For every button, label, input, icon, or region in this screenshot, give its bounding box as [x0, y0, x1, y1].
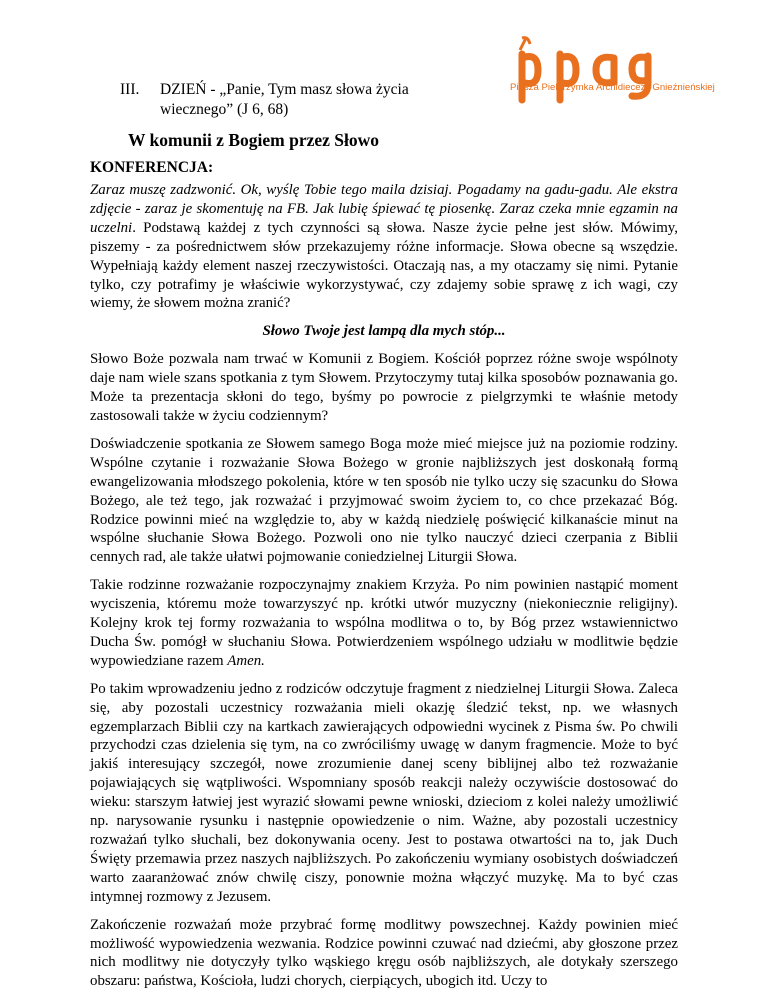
quote: Słowo Twoje jest lampą dla mych stóp...: [262, 323, 506, 340]
paragraph-4-main: Takie rodzinne rozważanie rozpoczynajmy znakiem Krzyża. Po nim powinien nastąpić moment wyciszenia, któremu może towarzyszyć np. krótki utwór muzyczny (niekoniecznie religijny). Kolejny krok tej formy rozważania to wspólna modlitwa o to, by Bóg przez wstawiennictwo Ducha Św. pomógł w słuchaniu Słowa. Potwierdzeniem wspólnego udziału w modlitwie będzie wypowiedziane razem: [90, 577, 678, 669]
heading-number: III.: [120, 81, 140, 98]
paragraph-3: Doświadczenie spotkania ze Słowem samego Boga może mieć miejsce już na poziomie rodziny. Wspólne czytanie i rozważanie Słowa Bożego w gronie najbliższych jest doskonałą formą ewangelizowania młodszego pokolenia, które w ten sposób nie tylko uczy się szacunku do Słowa Bożego, ale też tego, jak rozważać i przyjmować swoim życiem to, co chce przekazać Bóg. Rodzice powinni mieć na względzie to, aby w każdą niedzielę poświęcić kilkanaście minut na wspólne słuchanie Słowa Bożego. Pozwoli ono nie tylko nauczyć dzieci czerpania z Biblii cennych rad, ale także ułatwi pojmowanie coniedzielnej Liturgii Słowa.: [90, 435, 678, 566]
heading-title: [160, 80, 490, 120]
body-text: [90, 181, 678, 1000]
intro-rest: . Podstawą każdej z tych czynności są słowa. Nasze życie pełne jest słów. Mówimy, piszemy - za pośrednictwem słów przekazujemy różne informacje. Słowa obecne są wszędzie. Wypełniają każdy element naszej rzeczywistości. Otaczają nas, a my otaczamy się nimi. Pytanie tylko, czy potrafimy je właściwie wykorzystywać, czy zdajemy sobie sprawę z ich wagi, czy wiemy, że słowem można zranić?: [90, 219, 678, 312]
paragraph-6: Zakończenie rozważań może przybrać formę modlitwy powszechnej. Każdy powinien mieć możliwość wypowiedzenia wezwania. Rodzice powinni czuwać nad dziećmi, aby głoszone przez nich modlitwy nie dotyczyły tylko wąskiego kręgu osób najbliższych, ale dotykały szerszego obszaru: państwa, Kościoła, ludzi chorych, cierpiących, ubogich itd. Uczy to: [90, 916, 678, 990]
paragraph-4: [90, 576, 678, 671]
paragraph-5: Po takim wprowadzeniu jedno z rodziców odczytuje fragment z niedzielnej Liturgii Słowa. Zaleca się, aby pozostali uczestnicy rozważania mieli okazję śledzić tekst, np. we własnych egzemplarzach Biblii czy na kartkach zawierających odpowiedni wycinek z Pisma św. Po chwili przychodzi czas dzielenia się tym, na co zwróciliśmy uwagę w danym fragmencie. Może to być jakiś interesujący szczegół, nowe zrozumienie danej sceny biblijnej albo też rozważanie pojawiających się wątpliwości. Wspomniany sposób reakcji należy oczywiście dostosować do wieku: starszym łatwiej jest wyrazić słowami pewne wnioski, dzieciom z kolei należy umożliwić np. narysowanie rysunku i następnie opowiedzenie o nim. Ważne, aby pozostali uczestnicy rozważań tylko słuchali, bez dokonywania oceny. Jest to postawa otwartości na to, jak Duch Święty przemawia przez naszych najbliższych. Po zakończeniu wymiany osobistych doświadczeń warto zaaranżować znów chwilę ciszy, ponownie można włączyć muzykę. Ma to być czas intymnej rozmowy z Jezusem.: [90, 680, 678, 905]
section-label: KONFERENCJA:: [90, 159, 214, 176]
paragraph-2: Słowo Boże pozwala nam trwać w Komunii z Bogiem. Kościół poprzez różne swoje wspólnoty daje nam wiele szans spotkania z tym Słowem. Przytoczymy tutaj kilka sposobów poznawania go. Może ta prezentacja skłoni do tego, byśmy po powrocie z pielgrzymki te właśnie metody zastosowali także w życiu codziennym?: [90, 351, 678, 424]
paragraph-4-amen: Amen.: [227, 652, 265, 669]
ppag-logo: [508, 36, 742, 106]
heading-title-line2: wiecznego” (J 6, 68): [160, 101, 289, 118]
logo-tagline: Piesza Pielgrzymka Archidiecezji Gnieźnieńskiej: [510, 82, 715, 93]
paragraph-intro: [90, 181, 678, 313]
subtitle: W komunii z Bogiem przez Słowo: [128, 130, 379, 150]
heading-title-line1: DZIEŃ - „Panie, Tym masz słowa życia: [160, 81, 409, 98]
intro-italic: Zaraz muszę zadzwonić. Ok, wyślę Tobie tego maila dzisiaj. Pogadamy na gadu-gadu. Ale ekstra zdjęcie - zaraz je skomentuję na FB. Jak lubię śpiewać tę piosenkę. Zaraz czeka mnie egzamin na uczelni: [90, 182, 678, 236]
